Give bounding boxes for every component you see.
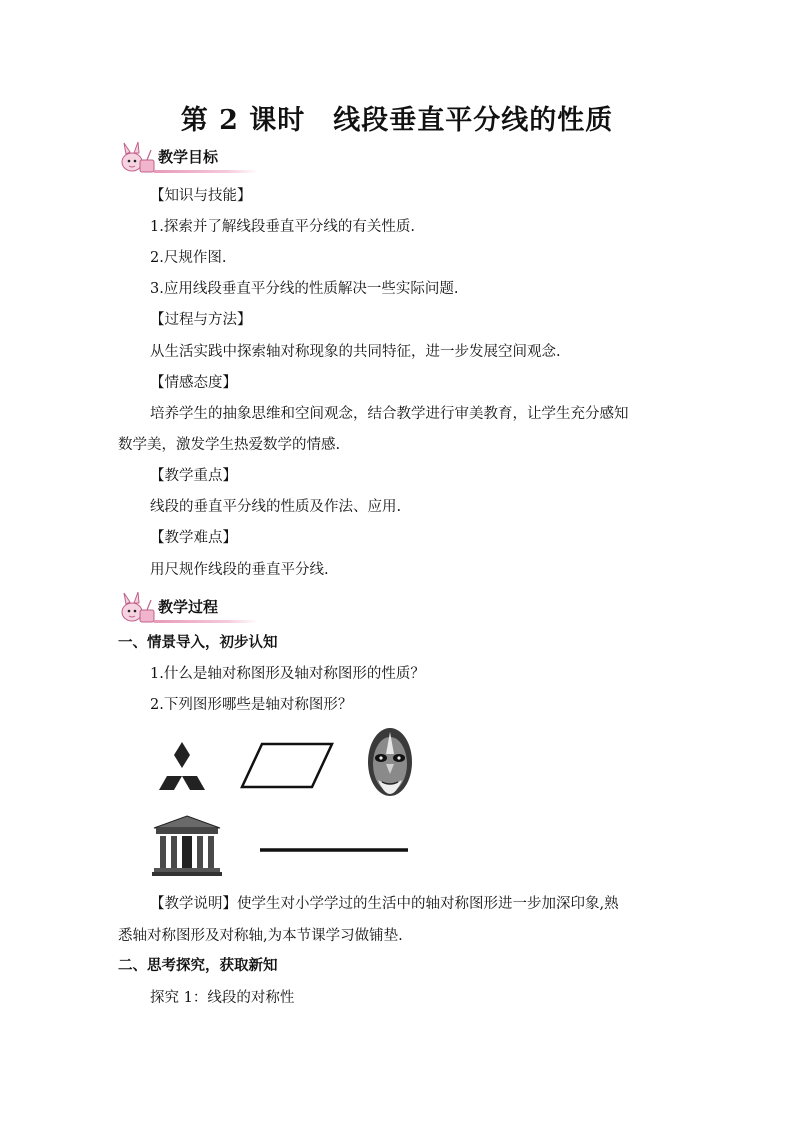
mitsubishi-logo-figure bbox=[150, 742, 214, 792]
objective-item-1: 1.探索并了解线段垂直平分线的有关性质. bbox=[150, 219, 415, 235]
question-1: 1.什么是轴对称图形及轴对称图形的性质？ bbox=[150, 666, 425, 682]
difficulties-text: 用尺规作线段的垂直平分线. bbox=[150, 562, 329, 578]
mascot-icon bbox=[118, 140, 158, 176]
heading-knowledge: 【知识与技能】 bbox=[150, 188, 252, 204]
section-objectives-label: 教学目标 bbox=[158, 148, 219, 166]
question-2: 2.下列图形哪些是轴对称图形？ bbox=[150, 697, 353, 713]
parallelogram-figure bbox=[240, 742, 335, 790]
heading-key-points: 【教学重点】 bbox=[150, 468, 237, 484]
method-text: 从生活实践中探索轴对称现象的共同特征，进一步发展空间观念. bbox=[150, 344, 561, 360]
section-underline bbox=[154, 170, 258, 173]
section-objectives-header bbox=[118, 140, 258, 176]
title-lesson: 第 2 课时 bbox=[180, 105, 306, 136]
explore-1: 探究 1：线段的对称性 bbox=[150, 990, 295, 1006]
key-points-text: 线段的垂直平分线的性质及作法、应用. bbox=[150, 499, 402, 515]
title-topic: 线段垂直平分线的性质 bbox=[333, 105, 614, 136]
process-heading-2: 二、思考探究，获取新知 bbox=[118, 958, 278, 974]
objective-item-3: 3.应用线段垂直平分线的性质解决一些实际问题. bbox=[150, 281, 459, 297]
heading-difficulties: 【教学难点】 bbox=[150, 530, 237, 546]
process-heading-1: 一、情景导入，初步认知 bbox=[118, 635, 278, 651]
line-segment-figure bbox=[258, 846, 410, 854]
classical-building-figure bbox=[152, 814, 222, 876]
section-underline bbox=[154, 620, 258, 623]
emotion-text-line-2: 数学美，激发学生热爱数学的情感. bbox=[118, 437, 341, 453]
section-process-label: 教学过程 bbox=[158, 598, 219, 616]
heading-emotion: 【情感态度】 bbox=[150, 375, 237, 391]
teaching-note-line-2: 悉轴对称图形及对称轴,为本节课学习做铺垫. bbox=[118, 928, 403, 944]
teaching-note-line-1: 【教学说明】使学生对小学学过的生活中的轴对称图形进一步加深印象,熟 bbox=[150, 896, 619, 912]
objective-item-2: 2.尺规作图. bbox=[150, 250, 227, 266]
opera-mask-figure bbox=[366, 724, 414, 802]
section-process-header bbox=[118, 590, 258, 626]
mascot-icon bbox=[118, 590, 158, 626]
page-title bbox=[0, 98, 794, 137]
emotion-text-line-1: 培养学生的抽象思维和空间观念，结合教学进行审美教育，让学生充分感知 bbox=[150, 406, 629, 422]
heading-method: 【过程与方法】 bbox=[150, 312, 252, 328]
